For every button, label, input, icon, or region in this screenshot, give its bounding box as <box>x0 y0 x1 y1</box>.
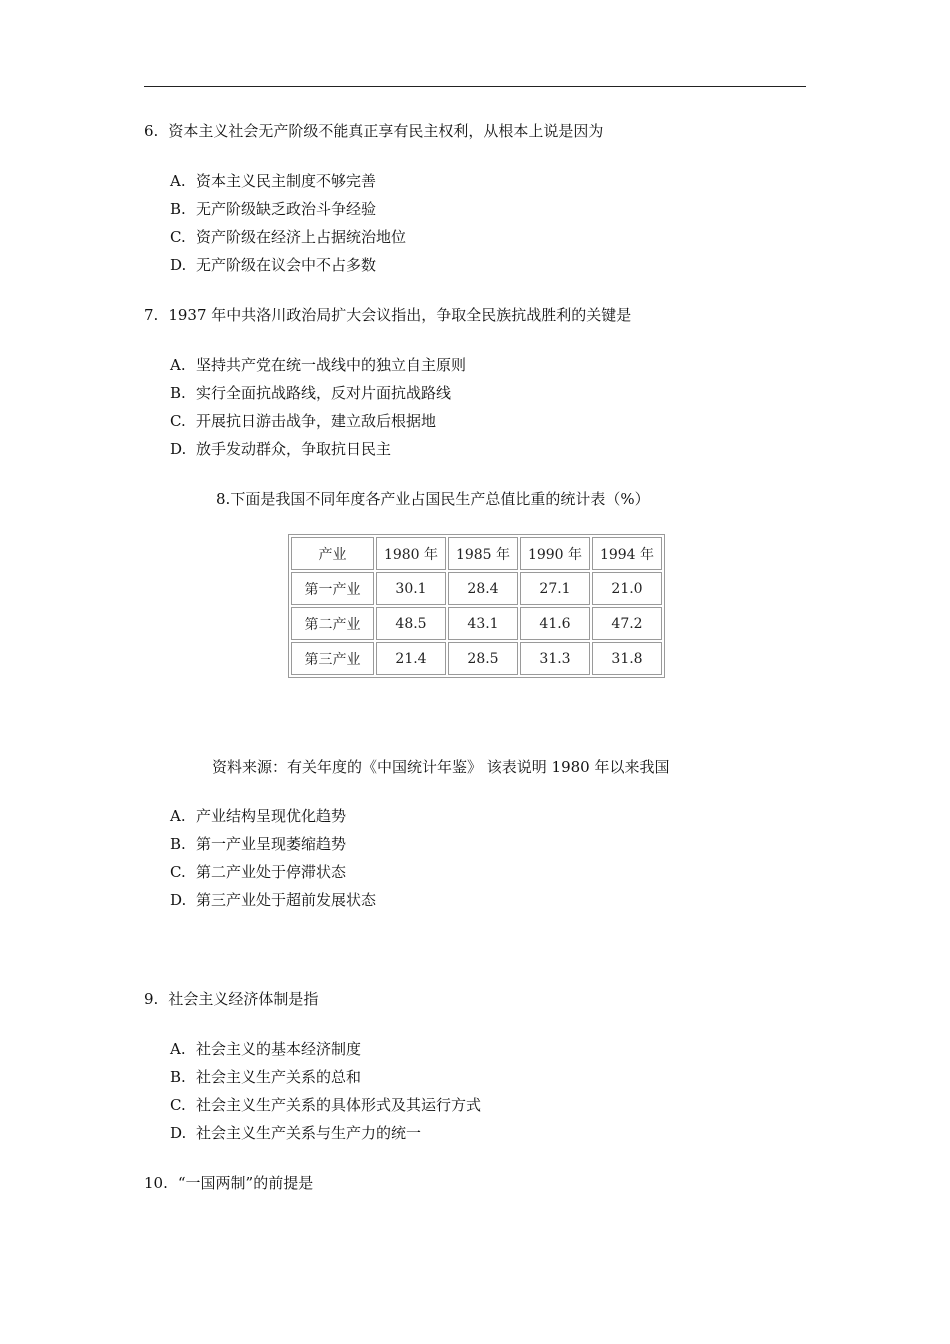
question-7-option-d <box>170 439 391 459</box>
question-number: 7. <box>144 306 159 324</box>
question-number: 10. <box>144 1174 168 1192</box>
question-8-option-c <box>170 862 346 882</box>
option-label: B. <box>170 835 186 853</box>
table-cell: 28.5 <box>448 642 518 675</box>
option-label: C. <box>170 412 186 430</box>
option-label: A. <box>170 807 186 825</box>
table-row <box>291 607 662 640</box>
option-label: D. <box>170 891 187 909</box>
option-label: D. <box>170 440 187 458</box>
option-text: 第一产业呈现萎缩趋势 <box>196 835 347 853</box>
option-text: 资产阶级在经济上占据统治地位 <box>196 228 407 246</box>
table-cell: 31.3 <box>520 642 590 675</box>
question-9-stem <box>144 989 318 1009</box>
option-text: 无产阶级缺乏政治斗争经验 <box>196 200 377 218</box>
table-cell: 第一产业 <box>291 572 374 605</box>
option-label: B. <box>170 1068 186 1086</box>
table-cell: 41.6 <box>520 607 590 640</box>
industry-share-table <box>288 534 665 678</box>
question-6-option-d <box>170 255 376 275</box>
question-text: “一国两制”的前提是 <box>177 1174 314 1192</box>
table-header-cell: 1994 年 <box>592 537 662 570</box>
option-text: 第二产业处于停滞状态 <box>196 863 347 881</box>
option-label: C. <box>170 1096 186 1114</box>
table-cell: 28.4 <box>448 572 518 605</box>
question-8-source: 资料来源：有关年度的《中国统计年鉴》 该表说明 1980 年以来我国 <box>212 758 670 776</box>
question-text: 社会主义经济体制是指 <box>168 990 319 1008</box>
question-number: 8. <box>216 490 231 508</box>
option-label: B. <box>170 384 186 402</box>
table-header-row <box>291 537 662 570</box>
option-label: A. <box>170 1040 186 1058</box>
table-cell: 21.4 <box>376 642 446 675</box>
option-label: D. <box>170 256 187 274</box>
question-8-option-d <box>170 890 376 910</box>
table-cell: 48.5 <box>376 607 446 640</box>
question-9-option-a <box>170 1039 361 1059</box>
table-header-cell: 1990 年 <box>520 537 590 570</box>
question-number: 6. <box>144 122 159 140</box>
option-label: A. <box>170 356 186 374</box>
question-6-option-b <box>170 199 376 219</box>
table-header-cell: 产业 <box>291 537 374 570</box>
option-text: 资本主义民主制度不够完善 <box>196 172 377 190</box>
question-9-option-b <box>170 1067 361 1087</box>
question-7-option-c <box>170 411 436 431</box>
question-6-stem <box>144 121 603 141</box>
table-cell: 31.8 <box>592 642 662 675</box>
table-cell: 30.1 <box>376 572 446 605</box>
option-text: 坚持共产党在统一战线中的独立自主原则 <box>196 356 467 374</box>
question-7-option-b <box>170 383 451 403</box>
table-cell: 43.1 <box>448 607 518 640</box>
option-text: 社会主义的基本经济制度 <box>196 1040 362 1058</box>
question-text: 资本主义社会无产阶级不能真正享有民主权利，从根本上说是因为 <box>168 122 604 140</box>
question-9-option-d <box>170 1123 421 1143</box>
option-text: 开展抗日游击战争，建立敌后根据地 <box>196 412 437 430</box>
question-6-option-c <box>170 227 406 247</box>
option-text: 社会主义生产关系的总和 <box>196 1068 362 1086</box>
question-7-stem <box>144 305 631 325</box>
option-label: C. <box>170 228 186 246</box>
table-cell: 47.2 <box>592 607 662 640</box>
question-10-stem <box>144 1173 313 1193</box>
option-text: 第三产业处于超前发展状态 <box>196 891 377 909</box>
table-cell: 第二产业 <box>291 607 374 640</box>
option-text: 产业结构呈现优化趋势 <box>196 807 347 825</box>
table-cell: 第三产业 <box>291 642 374 675</box>
question-8-stem <box>216 489 650 509</box>
question-9-option-c <box>170 1095 481 1115</box>
question-number: 9. <box>144 990 159 1008</box>
option-text: 社会主义生产关系的具体形式及其运行方式 <box>196 1096 482 1114</box>
question-6-option-a <box>170 171 376 191</box>
question-text: 下面是我国不同年度各产业占国民生产总值比重的统计表（%） <box>230 490 650 508</box>
table-cell: 21.0 <box>592 572 662 605</box>
question-7-option-a <box>170 355 466 375</box>
table-row <box>291 572 662 605</box>
option-label: C. <box>170 863 186 881</box>
question-8-option-a <box>170 806 346 826</box>
table-header-cell: 1985 年 <box>448 537 518 570</box>
option-text: 放手发动群众，争取抗日民主 <box>196 440 392 458</box>
option-label: D. <box>170 1124 187 1142</box>
option-text: 实行全面抗战路线，反对片面抗战路线 <box>196 384 452 402</box>
table-row <box>291 642 662 675</box>
option-label: A. <box>170 172 186 190</box>
option-label: B. <box>170 200 186 218</box>
table-header-cell: 1980 年 <box>376 537 446 570</box>
table-cell: 27.1 <box>520 572 590 605</box>
question-8-option-b <box>170 834 346 854</box>
option-text: 无产阶级在议会中不占多数 <box>196 256 377 274</box>
question-text: 1937 年中共洛川政治局扩大会议指出，争取全民族抗战胜利的关键是 <box>168 306 632 324</box>
header-rule <box>144 86 806 87</box>
option-text: 社会主义生产关系与生产力的统一 <box>196 1124 422 1142</box>
